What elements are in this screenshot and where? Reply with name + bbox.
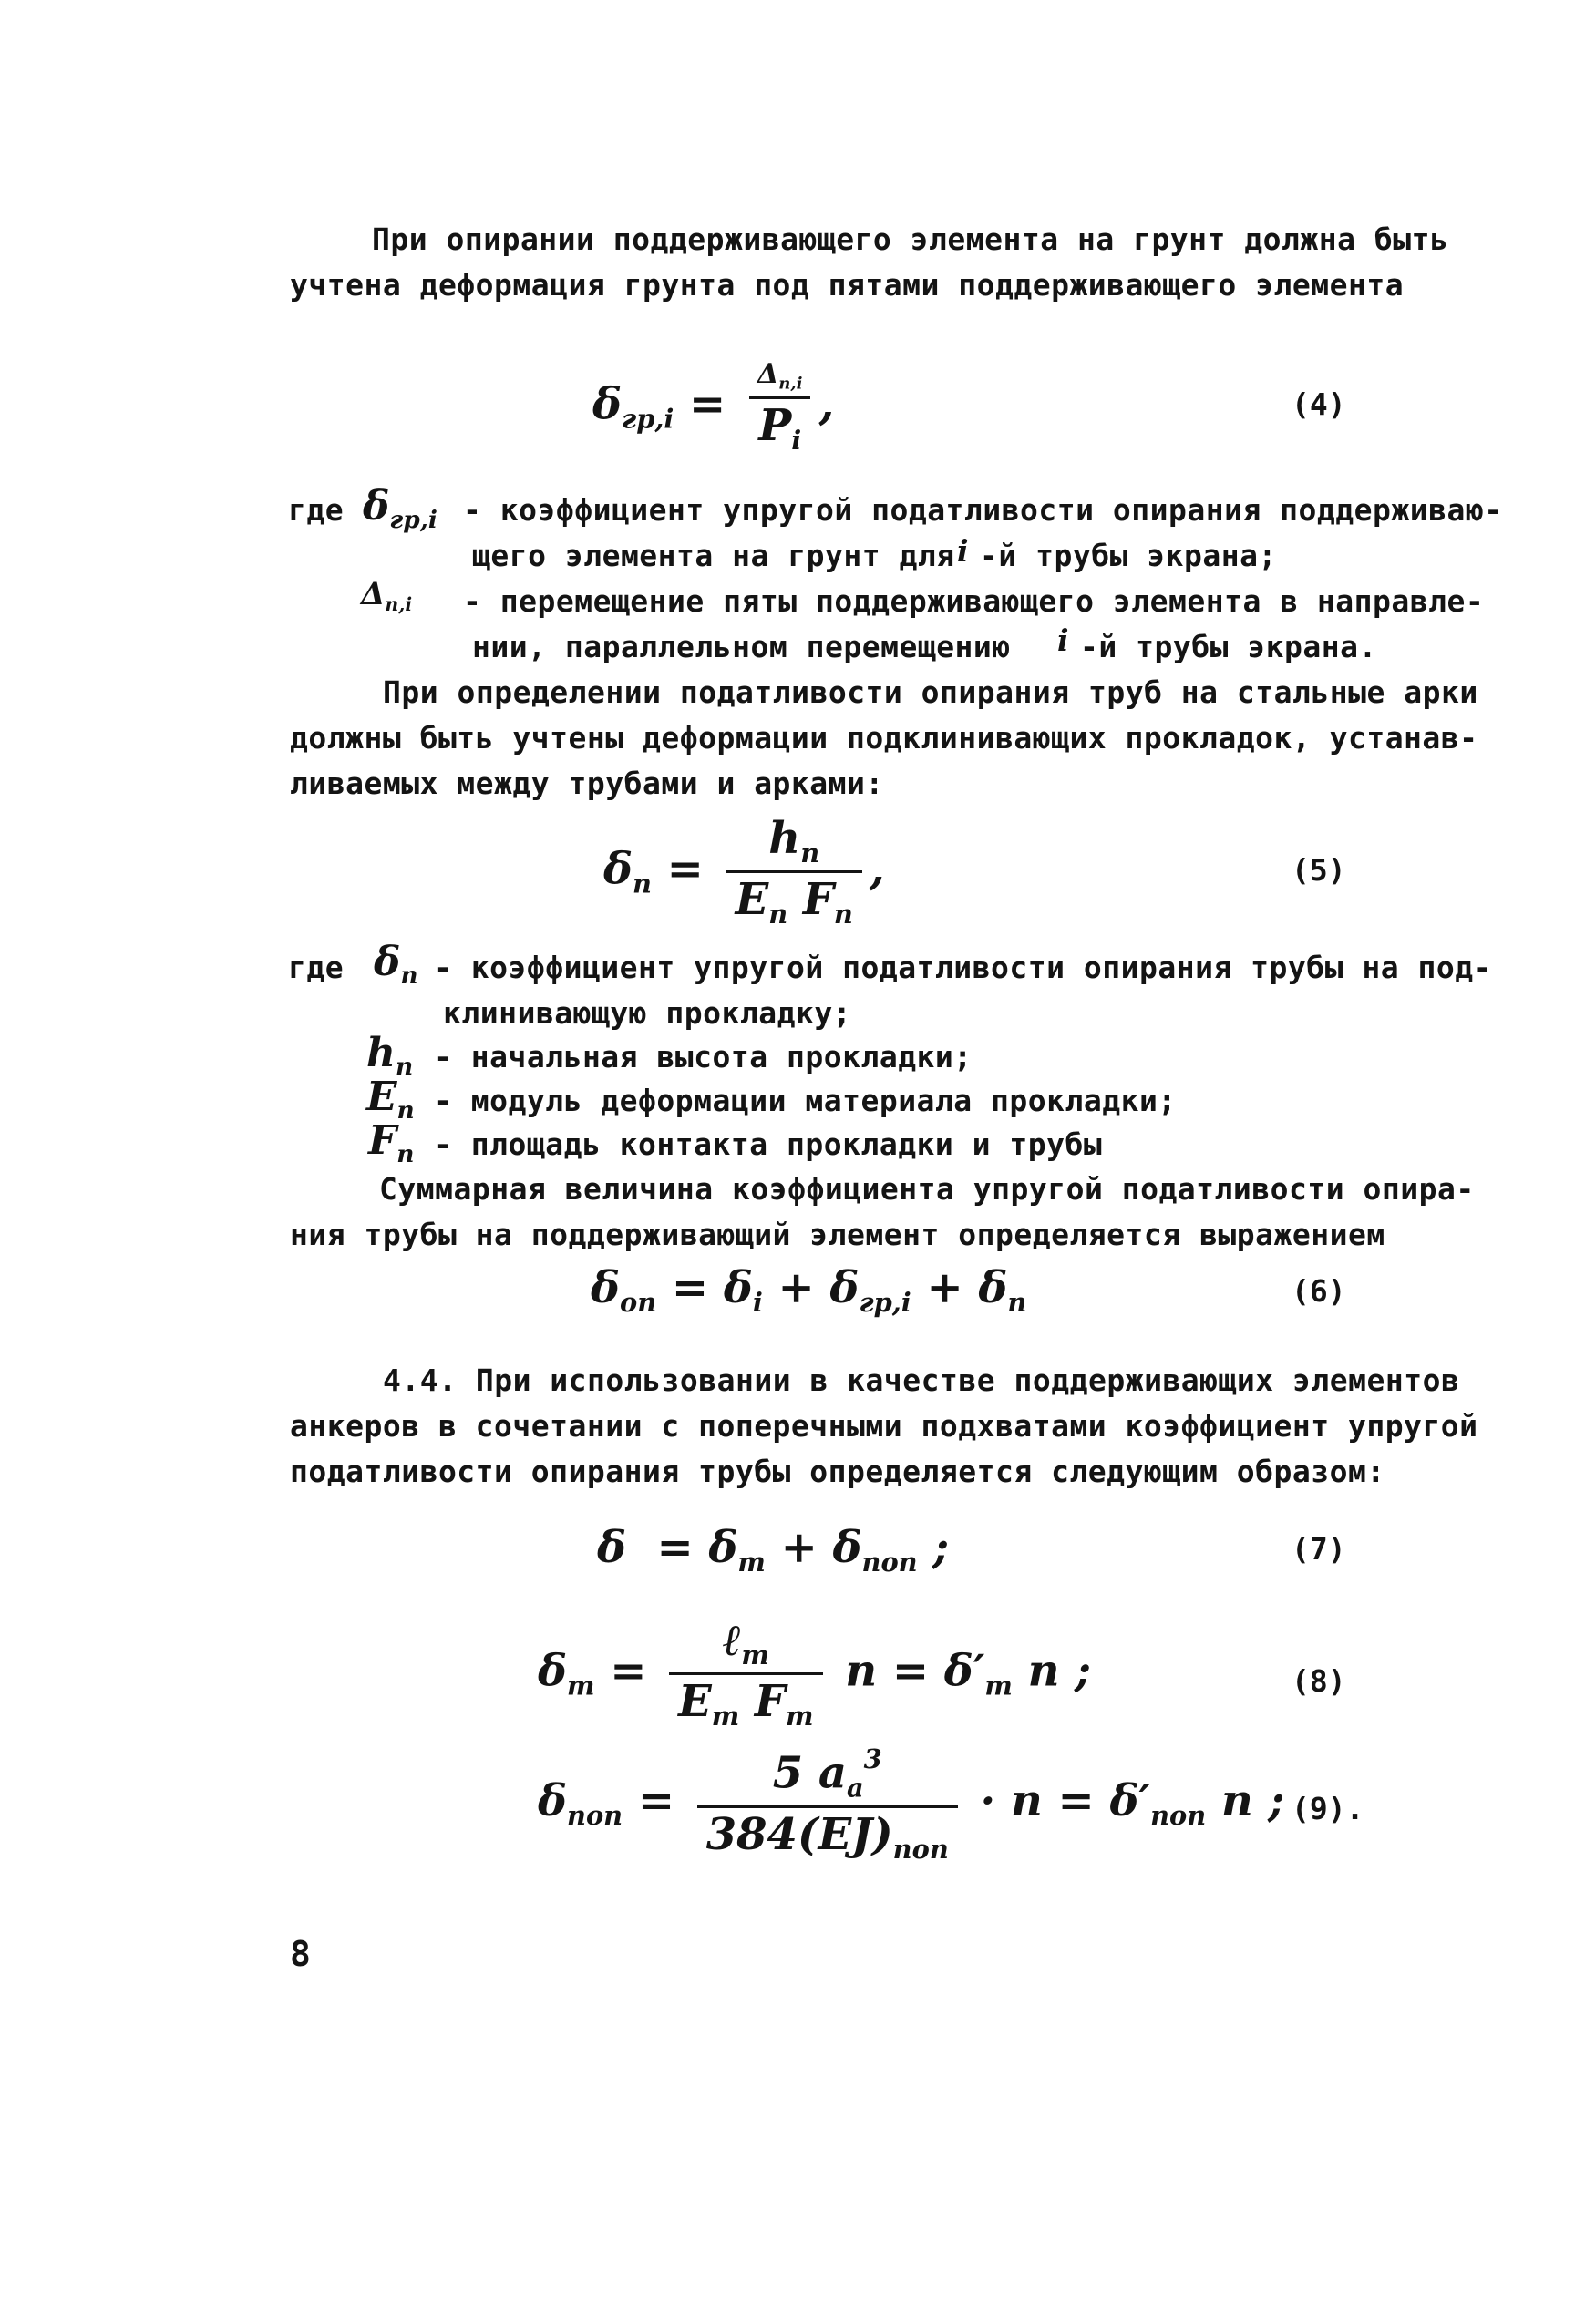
definition-4: - начальная высота прокладки; (434, 1039, 973, 1075)
para4-line1: 4.4. При использовании в качестве поддерживающих элементов (383, 1363, 1460, 1398)
fraction: $\frac{h_п}{E_п F_п}$ (726, 816, 862, 929)
definition-6: - площадь контакта прокладки и трубы (434, 1126, 1103, 1162)
para2-line2: должны быть учтены деформации подклинивающих прокладок, устанав- (290, 720, 1478, 756)
where-label-2: где (288, 950, 345, 985)
page-number: 8 (290, 1934, 311, 1974)
para4-line3: податливости опирания трубы определяется следующим образом: (290, 1454, 1385, 1489)
para1-line2: учтена деформация грунта под пятами поддерживающего элемента (290, 267, 1405, 303)
definition-2-line2a: нии, параллельном перемещению (472, 629, 1011, 664)
symbol-E-p: $E_п$ (366, 1074, 415, 1126)
definition-1-line2b: -й трубы экрана; (980, 538, 1277, 573)
definition-3-line2: клинивающую прокладку; (443, 995, 852, 1031)
equation-number-5: (5) (1292, 852, 1346, 888)
symbol-delta-displacement: $\Delta_{п,i}$ (361, 576, 413, 616)
symbol-h-p: $h_п$ (366, 1030, 414, 1082)
where-label-1: где (288, 492, 345, 528)
equation-number-8: (8) (1292, 1663, 1346, 1699)
para2-line3: ливаемых между трубами и арками: (290, 766, 884, 801)
definition-3-line1: - коэффициент упругой податливости опирания трубы на под- (434, 950, 1492, 985)
para2-line1: При определении податливости опирания труб на стальные арки (383, 674, 1478, 710)
para3-line2: ния трубы на поддерживающий элемент определяется выражением (290, 1217, 1385, 1252)
equation-4: $\delta_{гр,i}$ = $\frac{\Delta_{п,i}}{P_i}$ , (592, 358, 835, 457)
para1-line1: При опирании поддерживающего элемента на грунт должна быть (372, 221, 1449, 257)
symbol-i: i (1057, 622, 1070, 658)
definition-1-line1: - коэффициент упругой податливости опирания поддерживаю- (463, 492, 1503, 528)
definition-5: - модуль деформации материала прокладки; (434, 1083, 1177, 1118)
definition-1-line2a: щего элемента на грунт для (472, 538, 955, 573)
symbol-F-p: $F_п$ (368, 1117, 415, 1169)
symbol-delta-gr: $\delta_{гр,i}$ (363, 483, 438, 535)
symbol-i: i (957, 533, 970, 569)
fraction: $\frac{\Delta_{п,i}}{P_i}$ (748, 360, 811, 455)
para3-line1: Суммарная величина коэффициента упругой податливости опира- (379, 1171, 1475, 1207)
equation-number-4: (4) (1292, 386, 1346, 422)
definition-2-line1: - перемещение пяты поддерживающего элемента в направле- (463, 583, 1485, 619)
equation-number-7: (7) (1292, 1531, 1346, 1567)
definition-2-line2b: -й трубы экрана. (1080, 629, 1377, 664)
para4-line2: анкеров в сочетании с поперечными подхватами коэффициент упругой (290, 1408, 1478, 1444)
equation-9: $\delta_{поп}$ = $\frac{5 a_a^3}{384(EJ)_{поп}}$ · $n = \delta'_{поп}$ n ; (538, 1743, 1285, 1865)
equation-6: $\delta_{оп} = \delta_i + \delta_{гр,i} + \delta_п$ (591, 1262, 1027, 1319)
equation-8: $\delta_т$ = $\frac{\ell_т}{E_т F_т}$ $n = \delta'_т$ n ; (538, 1615, 1091, 1733)
equation-5: $\delta_п$ = $\frac{h_п}{E_п F_п}$ , (603, 813, 885, 931)
symbol-delta-p: $\delta_п$ (374, 939, 418, 991)
equation-number-6: (6) (1292, 1273, 1346, 1309)
fraction: $\frac{5 a_a^3}{384(EJ)_{поп}}$ (697, 1745, 958, 1863)
fraction: $\frac{\ell_т}{E_т F_т}$ (669, 1618, 822, 1731)
equation-7: $\delta = \delta_т + \delta_{поп}$ ; (597, 1522, 950, 1578)
equation-number-9: (9). (1292, 1791, 1364, 1826)
